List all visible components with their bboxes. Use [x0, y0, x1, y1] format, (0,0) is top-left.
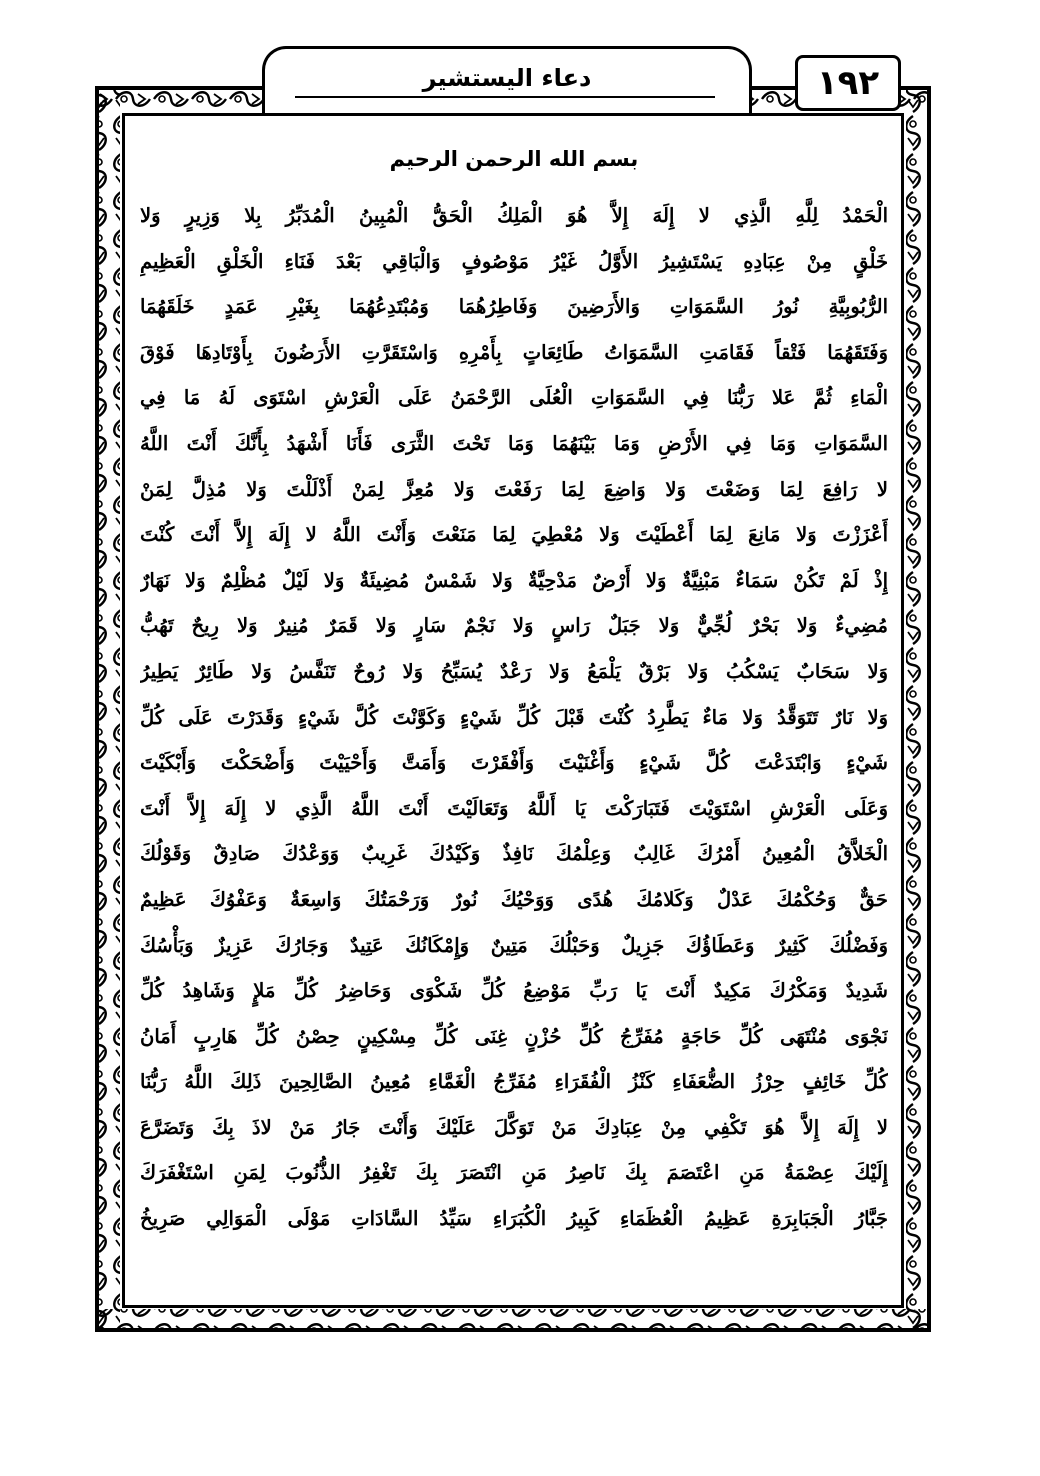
text-line: وَلا نَارٌ تَتَوَقَّدُ وَلا مَاءٌ يَطَّرِدُ كُنْتَ قَبْلَ كُلِّ شَيْءٍ وَكَوَّنْتَ كُلَّ شَيْءٍ وَقَدَرْتَ عَلَى كُلِّ	[140, 705, 888, 729]
text-line: إِذْ لَمْ تَكُنْ سَمَاءٌ مَبْنِيَّةٌ وَلا أَرْضٌ مَدْحِيَّةٌ وَلا شَمْسٌ مُضِيئَةٌ وَلا لَيْلٌ مُظْلِمٌ وَلا نَهَارٌ	[140, 568, 888, 592]
page-content	[140, 135, 888, 1295]
text-line: لا إِلَهَ إِلاَّ هُوَ تَكْفِي مِنْ عِبَادِكَ مَنْ تَوَكَّلَ عَلَيْكَ وَأَنْتَ جَارُ مَنْ لاذَ بِكَ وَتَضَرَّعَ	[140, 1115, 888, 1139]
text-line: كُلِّ خَائِفٍ حِرْزُ الضُّعَفَاءِ كَنْزُ الْفُقَرَاءِ مُفَرِّجُ الْغَمَّاءِ مُعِينُ الصَّالِحِينَ ذَلِكَ اللَّهُ رَبُّنَا	[140, 1070, 888, 1094]
text-line: وَعَلَى الْعَرْشِ اسْتَوَيْتَ فَتَبَارَكْتَ يَا أَللَّهُ وَتَعَالَيْتَ أَنْتَ اللَّهُ الَّذِي لا إِلَهَ إِلاَّ أَنْتَ	[140, 796, 888, 820]
text-line: لا رَافِعَ لِمَا وَضَعْتَ وَلا وَاضِعَ لِمَا رَفَعْتَ وَلا مُعِزَّ لِمَنْ أَذْلَلْتَ وَلا مُذِلَّ لِمَنْ	[140, 477, 888, 501]
text-line: وَفَتَقَهُمَا فَتْقاً فَقَامَتِ السَّمَوَاتُ طَائِعَاتٍ بِأَمْرِهِ وَاسْتَقَرَّتِ الأَرَضُونَ بِأَوْتَادِهَا فَوْقَ	[140, 340, 888, 364]
text-line: وَفَضْلُكَ كَثِيرٌ وَعَطَاؤُكَ جَزِيلٌ وَحَبْلُكَ مَتِينٌ وَإِمْكَانُكَ عَتِيدٌ وَجَارُكَ عَزِيزٌ وَبَأْسُكَ	[140, 933, 888, 957]
prayer-body-text	[140, 193, 888, 1242]
text-line: شَدِيدٌ وَمَكْرُكَ مَكِيدٌ أَنْتَ يَا رَبِّ مَوْضِعُ كُلِّ شَكْوَى وَحَاضِرُ كُلِّ مَلإٍ وَشَاهِدُ كُلِّ	[140, 979, 888, 1003]
page-number-box	[795, 55, 901, 111]
text-line: الرُّبُوبِيَّةِ نُورُ السَّمَوَاتِ وَالأَرَضِينَ وَفَاطِرُهُمَا وَمُبْتَدِعُهُمَا بِغَيْرِ عَمَدٍ خَلَقَهُمَا	[140, 295, 888, 319]
text-line: خَلْقٍ مِنْ عِبَادِهِ يَسْتَشِيرُ الأَوَّلُ غَيْرُ مَوْصُوفٍ وَالْبَاقِي بَعْدَ فَنَاءِ الْخَلْقِ الْعَظِيمِ	[140, 249, 888, 273]
text-line: الْحَمْدُ لِلَّهِ الَّذِي لا إِلَهَ إِلاَّ هُوَ الْمَلِكُ الْحَقُّ الْمُبِينُ الْمُدَبِّرُ بِلا وَزِيرٍ وَلا	[140, 204, 888, 227]
title-tab	[262, 46, 752, 113]
text-line: إِلَيْكَ عِصْمَةُ مَنِ اعْتَصَمَ بِكَ نَاصِرُ مَنِ انْتَصَرَ بِكَ تَغْفِرُ الذُّنُوبَ لِمَنِ اسْتَغْفَرَكَ	[140, 1161, 888, 1185]
page-number: ١٩٢	[816, 63, 880, 103]
title-underline	[295, 96, 715, 98]
text-line: السَّمَوَاتِ وَمَا فِي الأَرْضِ وَمَا بَيْنَهُمَا وَمَا تَحْتَ الثَّرَى فَأَنَا أَشْهَدُ بِأَنَّكَ أَنْتَ اللَّهُ	[140, 431, 888, 455]
text-line: مُضِيءٌ وَلا بَحْرٌ لُجِّيٌّ وَلا جَبَلٌ رَاسٍ وَلا نَجْمٌ سَارٍ وَلا قَمَرٌ مُنِيرٌ وَلا رِيحٌ تَهُبُّ	[140, 614, 888, 638]
basmala-heading: بسم الله الرحمن الرحيم	[389, 147, 639, 171]
text-line: جَبَّارُ الْجَبَابِرَةِ عَظِيمُ الْعُظَمَاءِ كَبِيرُ الْكُبَرَاءِ سَيِّدُ السَّادَاتِ مَوْلَى الْمَوَالِي صَرِيخُ	[140, 1207, 888, 1231]
text-line: وَلا سَحَابٌ يَسْكُبُ وَلا بَرْقٌ يَلْمَعُ وَلا رَعْدٌ يُسَبِّحُ وَلا رُوحٌ تَنَفَّسُ وَلا طَائِرٌ يَطِيرُ	[140, 659, 888, 683]
text-line: الْمَاءِ ثُمَّ عَلا رَبُّنَا فِي السَّمَوَاتِ الْعُلَى الرَّحْمَنُ عَلَى الْعَرْشِ اسْتَوَى لَهُ مَا فِي	[140, 386, 888, 410]
text-line: حَقٌّ وَحُكْمُكَ عَدْلٌ وَكَلامُكَ هُدًى وَوَحْيُكَ نُورٌ وَرَحْمَتُكَ وَاسِعَةٌ وَعَفْوُكَ عَظِيمٌ	[140, 887, 888, 911]
text-line: شَيْءٍ وَابْتَدَعْتَ كُلَّ شَيْءٍ وَأَغْنَيْتَ وَأَفْقَرْتَ وَأَمَتَّ وَأَحْيَيْتَ وَأَضْحَكْتَ وَأَبْكَيْتَ	[140, 751, 888, 775]
text-line: نَجْوَى مُنْتَهَى كُلِّ حَاجَةٍ مُفَرِّجُ كُلِّ حُزْنٍ غِنَى كُلِّ مِسْكِينٍ حِصْنُ كُلِّ هَارِبٍ أَمَانُ	[140, 1024, 888, 1048]
text-line: أَعْزَزْتَ وَلا مَانِعَ لِمَا أَعْطَيْتَ وَلا مُعْطِيَ لِمَا مَنَعْتَ وَأَنْتَ اللَّهُ لا إِلَهَ إِلاَّ أَنْتَ كُنْتَ	[140, 523, 888, 547]
prayer-title: دعاء اليستشير	[422, 64, 592, 92]
text-line: الْخَلاَّقُ الْمُعِينُ أَمْرُكَ غَالِبٌ وَعِلْمُكَ نَافِذٌ وَكَيْدُكَ غَرِيبٌ وَوَعْدُكَ صَادِقٌ وَقَوْلُكَ	[140, 842, 888, 866]
